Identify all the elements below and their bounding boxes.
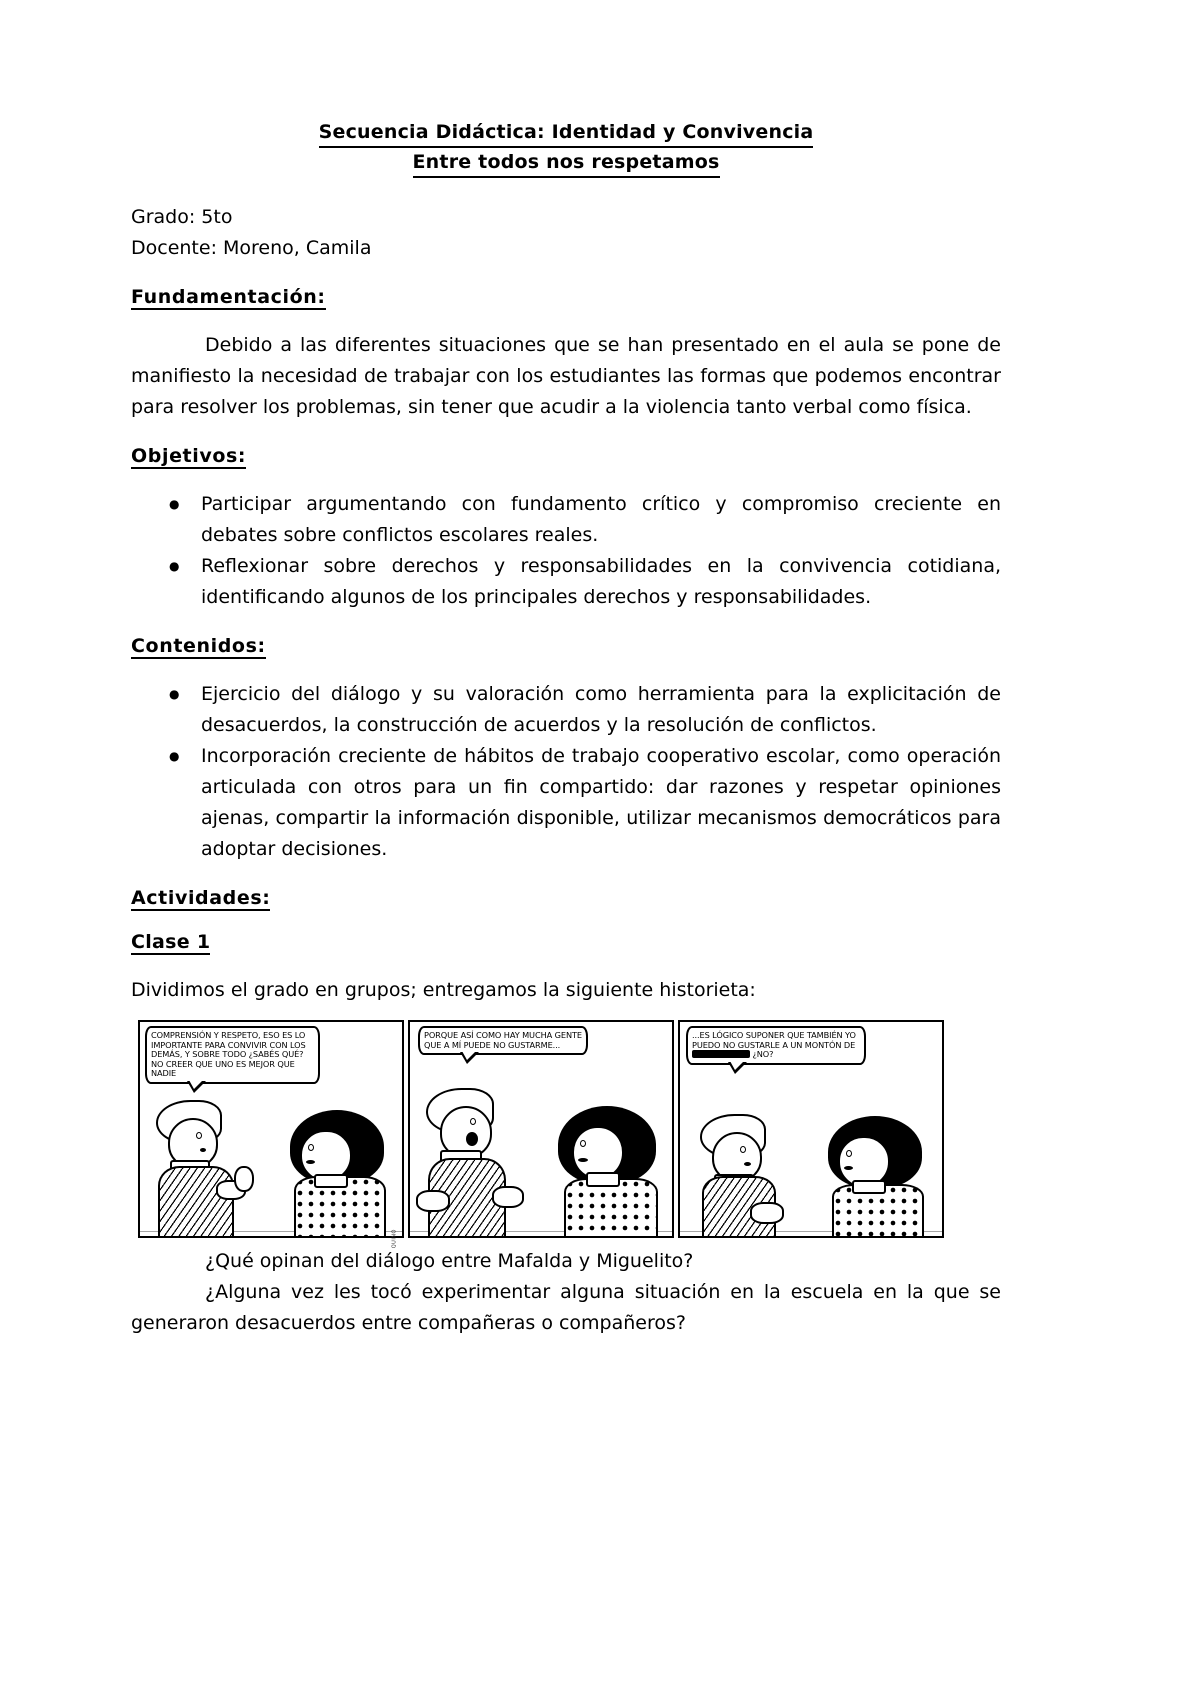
character-miguelito-2 [426,1086,534,1236]
miguelito-body [158,1166,234,1236]
fundamentacion-paragraph: Debido a las diferentes situaciones que se han presentado en el aula se pone de manifiesto la necesidad de trabajar con los estudiantes las formas que podemos encontrar para resolver los problemas, sin tener que acudir a la violencia tanto verbal como física. [131,334,1001,418]
section-heading-objetivos-text: Objetivos: [131,445,247,467]
miguelito-arm-right [492,1186,524,1208]
mafalda-mouth [578,1158,588,1162]
character-mafalda-2 [554,1106,666,1236]
speech-bubble-3-text-before: ...ES LÓGICO SUPONER QUE TAMBIÉN YO PUEDO NO GUSTARLE A UN MONTÓN DE [692,1030,856,1050]
subheading-clase-1-text: Clase 1 [131,931,211,953]
speech-bubble-3 [686,1026,866,1065]
mafalda-collar [586,1172,620,1187]
artist-signature: QUINO [391,1229,397,1249]
list-item: ● Reflexionar sobre derechos y responsabilidades en la convivencia cotidiana, identificando algunos de los principales derechos y responsabilidades. [131,551,1001,613]
mafalda-eye [580,1140,586,1147]
speech-bubble-2-text: PORQUE ASÍ COMO HAY MUCHA GENTE QUE A MÍ PUEDE NO GUSTARME... [424,1030,582,1050]
document-title-line-2 [131,148,1001,178]
clase-1-questions [131,1246,1001,1339]
comic-panel-3 [678,1020,944,1238]
mafalda-eye [846,1150,852,1157]
speech-bubble-2 [418,1026,588,1055]
speech-bubble-3-text-after: ¿NO? [752,1049,774,1060]
speech-bubble-tail-icon [187,1081,206,1093]
speech-bubble-1-text: COMPRENSIÓN Y RESPETO, ESO ES LO IMPORTANTE PARA CONVIVIR CON LOS DEMÁS, Y SOBRE TODO ¿SABÉS QUÉ? NO CREER QUE UNO ES MEJOR QUE NADIE [151,1030,306,1079]
miguelito-eye [196,1132,202,1139]
mafalda-mouth [844,1166,853,1170]
document-title-block [131,118,1001,178]
mafalda-collar [852,1180,886,1194]
contenidos-list [131,679,1001,865]
list-item: ● Incorporación creciente de hábitos de trabajo cooperativo escolar, como operación articulada con otros para un fin compartido: dar razones y respetar opiniones ajenas, compartir la información disponible, utilizar mecanismos democráticos para adoptar decisiones. [131,741,1001,865]
section-heading-contenidos [131,635,1001,657]
mafalda-collar [314,1174,348,1188]
document-title-line-1-text: Secuencia Didáctica: Identidad y Convivencia [319,118,814,148]
comic-panel-2 [408,1020,674,1238]
subheading-clase-1 [131,931,1001,953]
list-item: ● Participar argumentando con fundamento crítico y compromiso creciente en debates sobre conflictos escolares reales. [131,489,1001,551]
miguelito-eye [470,1118,476,1125]
section-heading-fundamentacion [131,286,1001,308]
character-miguelito-3 [698,1108,804,1236]
speech-bubble-tail-icon [728,1062,747,1074]
question-1: ¿Qué opinan del diálogo entre Mafalda y Miguelito? [205,1250,694,1272]
list-item: ● Ejercicio del diálogo y su valoración como herramienta para la explicitación de desacuerdos, la construcción de acuerdos y la resolución de conflictos. [131,679,1001,741]
miguelito-mouth [200,1148,206,1152]
section-heading-objetivos [131,445,1001,467]
section-heading-actividades [131,887,1001,909]
document-content [131,118,1001,1339]
miguelito-arm [416,1190,450,1212]
grade-line: Grado: 5to [131,206,233,228]
objetivos-list [131,489,1001,613]
speech-bubble-1 [145,1026,320,1084]
character-miguelito-1 [154,1096,262,1236]
teacher-line: Docente: Moreno, Camila [131,237,372,259]
section-heading-actividades-text: Actividades: [131,887,271,909]
character-mafalda-3 [822,1112,932,1236]
miguelito-mouth [744,1162,751,1166]
mafalda-mouth [306,1160,315,1164]
character-mafalda-1 [284,1108,394,1236]
redacted-text-block [692,1050,750,1058]
document-title-line-1 [131,118,1001,148]
document-metadata [131,202,1001,264]
comic-strip-image [138,1020,944,1249]
mafalda-eye [308,1144,314,1151]
clase-1-intro: Dividimos el grado en grupos; entregamos la siguiente historieta: [131,979,756,1001]
miguelito-arm [750,1202,784,1224]
document-title-line-2-text: Entre todos nos respetamos [413,148,720,178]
miguelito-hand [234,1166,254,1192]
section-heading-fundamentacion-text: Fundamentación: [131,286,326,308]
question-2: ¿Alguna vez les tocó experimentar alguna situación en la escuela en la que se generaron desacuerdos entre compañeras o compañeros? [131,1281,1001,1334]
speech-bubble-tail-icon [460,1052,479,1064]
miguelito-eye [740,1146,746,1153]
comic-panel-1 [138,1020,404,1249]
miguelito-open-mouth [466,1132,478,1146]
section-heading-contenidos-text: Contenidos: [131,635,266,657]
